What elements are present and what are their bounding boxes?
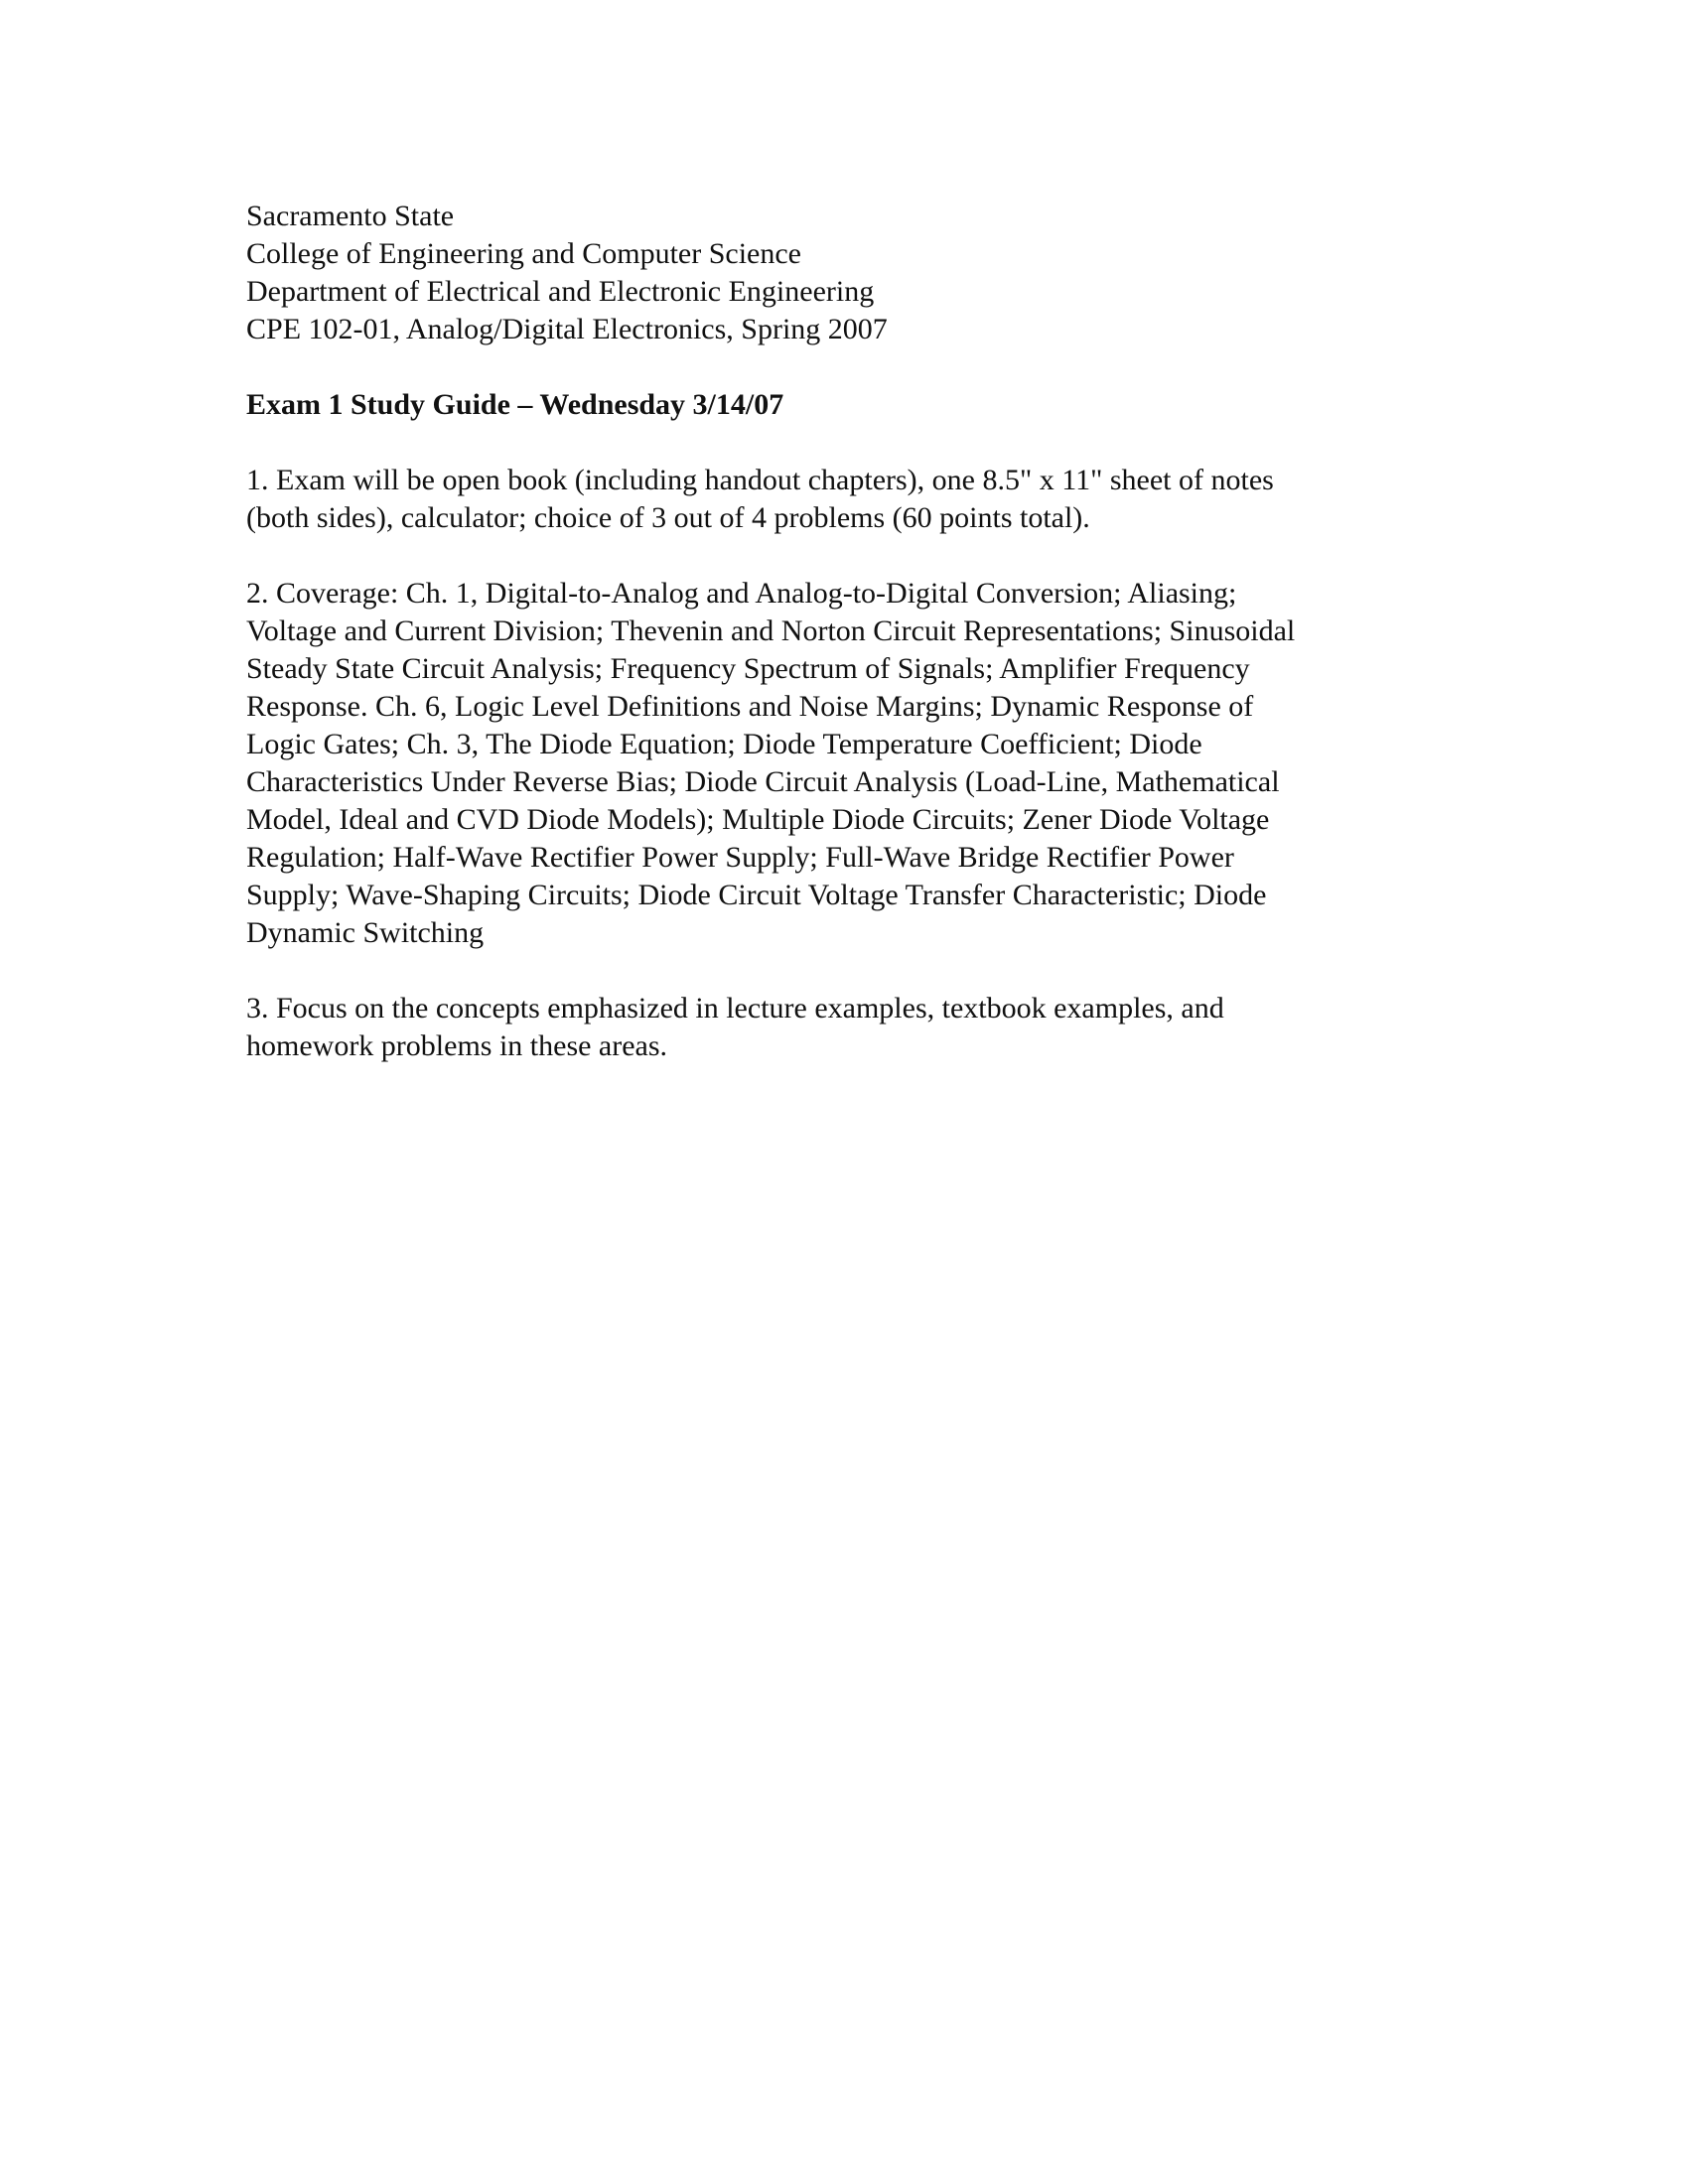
text-line: Response. Ch. 6, Logic Level Definitions and Noise Margins; Dynamic Response of [246, 690, 1254, 723]
text-line: Dynamic Switching [246, 916, 485, 949]
text-line: Model, Ideal and CVD Diode Models); Multiple Diode Circuits; Zener Diode Voltage [246, 803, 1270, 836]
document-page [246, 198, 1438, 1065]
text-line: Logic Gates; Ch. 3, The Diode Equation; Diode Temperature Coefficient; Diode [246, 728, 1202, 760]
header-block [246, 198, 1438, 348]
text-line: Supply; Wave-Shaping Circuits; Diode Circuit Voltage Transfer Characteristic; Diode [246, 879, 1267, 911]
text-line: 1. Exam will be open book (including handout chapters), one 8.5" x 11" sheet of notes [246, 464, 1274, 496]
department-name: Department of Electrical and Electronic Engineering [246, 275, 875, 308]
document-title: Exam 1 Study Guide – Wednesday 3/14/07 [246, 388, 784, 421]
text-line: Characteristics Under Reverse Bias; Diode Circuit Analysis (Load-Line, Mathematical [246, 765, 1280, 798]
course-info: CPE 102-01, Analog/Digital Electronics, Spring 2007 [246, 313, 888, 345]
item-exam-format [246, 462, 1438, 537]
text-line: Regulation; Half-Wave Rectifier Power Supply; Full-Wave Bridge Rectifier Power [246, 841, 1234, 874]
text-line: Voltage and Current Division; Thevenin and Norton Circuit Representations; Sinusoidal [246, 614, 1296, 647]
item-focus [246, 990, 1438, 1065]
text-line: 2. Coverage: Ch. 1, Digital-to-Analog and Analog-to-Digital Conversion; Aliasing; [246, 577, 1237, 610]
text-line: homework problems in these areas. [246, 1029, 668, 1062]
college-name: College of Engineering and Computer Science [246, 237, 801, 270]
university-name: Sacramento State [246, 200, 455, 232]
item-coverage [246, 575, 1438, 952]
text-line: 3. Focus on the concepts emphasized in lecture examples, textbook examples, and [246, 992, 1224, 1024]
text-line: Steady State Circuit Analysis; Frequency Spectrum of Signals; Amplifier Frequency [246, 652, 1250, 685]
text-line: (both sides), calculator; choice of 3 out of 4 problems (60 points total). [246, 501, 1090, 534]
